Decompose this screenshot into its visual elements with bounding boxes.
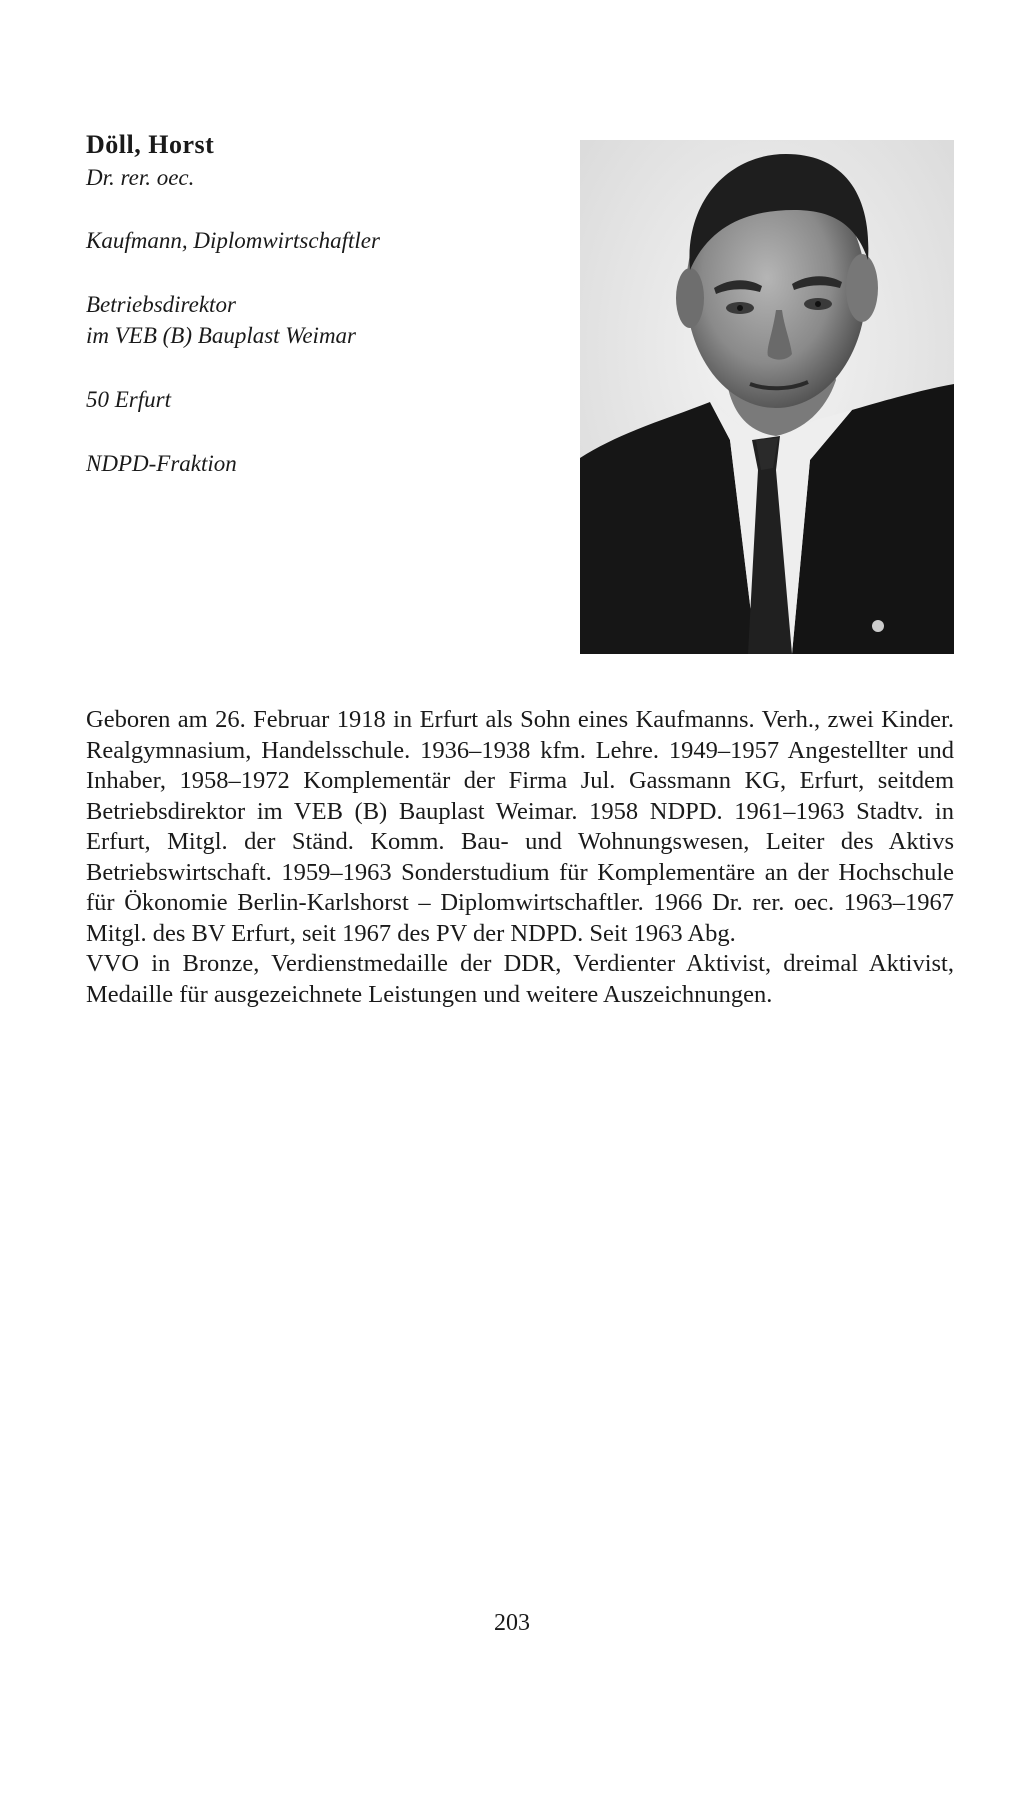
profession: Kaufmann, Diplomwirtschaftler [86, 228, 380, 253]
biography [86, 705, 954, 1010]
person-name: Döll, Horst [86, 130, 215, 159]
constituency: 50 Erfurt [86, 387, 171, 412]
biography-paragraph: Geboren am 26. Februar 1918 in Erfurt als Sohn eines Kaufmanns. Verh., zwei Kinder. Realgymnasium, Handelsschule. 1936–1938 kfm. Lehre. 1949–1957 Angestellter und Inhaber, 1958–1972 Komplementär der Firma Jul. Gassmann KG, Erfurt, seitdem Betriebsdirektor im VEB (B) Bauplast Weimar. 1958 NDPD. 1961–1963 Stadtv. in Erfurt, Mitgl. der Ständ. Komm. Bau- und Wohnungswesen, Leiter des Aktivs Betriebswirtschaft. 1959–1963 Sonderstudium für Komplementäre an der Hochschule für Ökonomie Berlin-Karlshorst – Diplomwirtschaftler. 1966 Dr. rer. oec. 1963–1967 Mitgl. des BV Erfurt, seit 1967 des PV der NDPD. Seit 1963 Abg. [86, 706, 954, 947]
honors-paragraph: VVO in Bronze, Verdienstmedaille der DDR, Verdienter Aktivist, dreimal Aktivist, Medaille für ausgezeichnete Leistungen und weitere Auszeichnungen. [86, 950, 954, 1008]
position-line-1: Betriebsdirektor [86, 292, 236, 317]
page-number: 203 [494, 1610, 530, 1636]
position-line-2: im VEB (B) Bauplast Weimar [86, 323, 357, 348]
academic-title: Dr. rer. oec. [86, 165, 195, 190]
faction: NDPD-Fraktion [86, 451, 237, 476]
portrait-photo [580, 140, 954, 654]
